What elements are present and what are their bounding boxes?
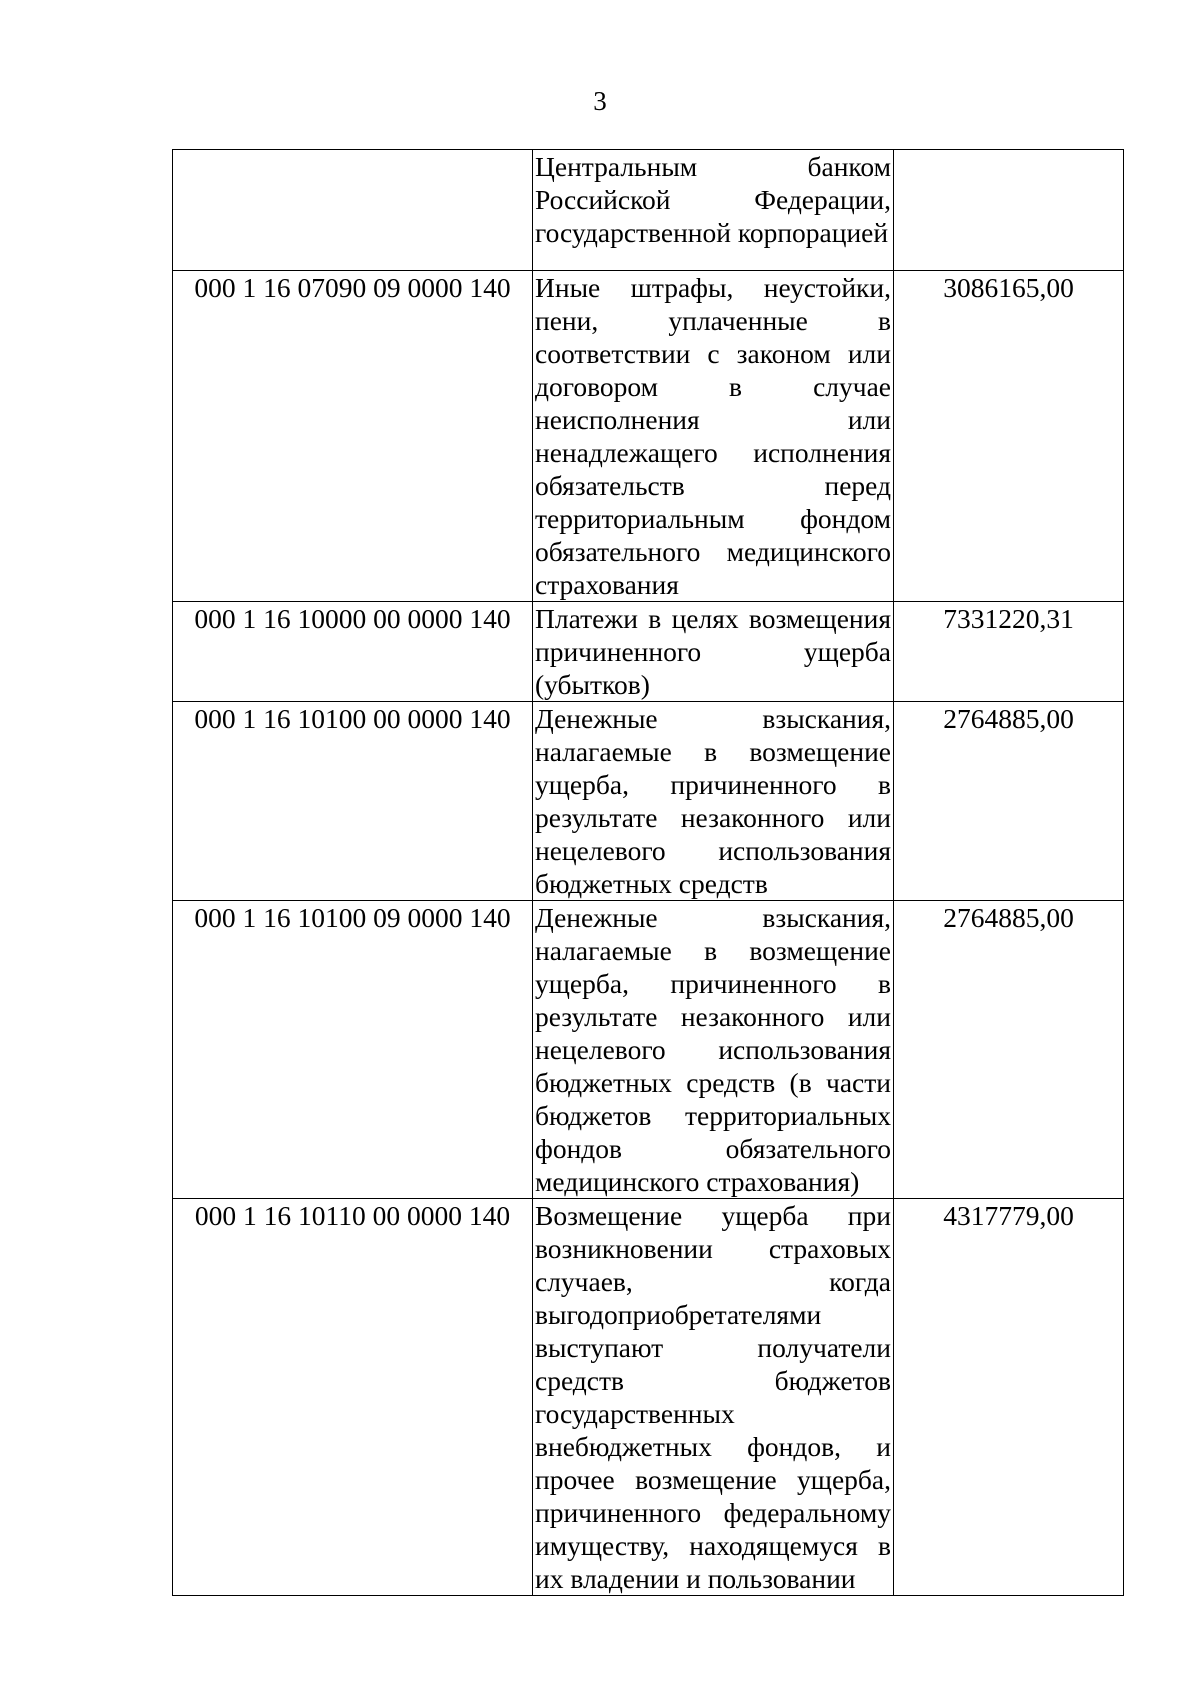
table-row — [173, 1199, 1124, 1596]
budget-classification-code: 000 1 16 10100 00 0000 140 — [173, 702, 533, 901]
revenue-amount: 2764885,00 — [894, 901, 1124, 1199]
revenue-amount: 4317779,00 — [894, 1199, 1124, 1596]
table-row — [173, 602, 1124, 702]
budget-classification-code: 000 1 16 10000 00 0000 140 — [173, 602, 533, 702]
table-row — [173, 901, 1124, 1199]
revenue-name: Центральным банком Российской Федерации, государственной корпорацией — [533, 150, 894, 271]
revenue-amount: 7331220,31 — [894, 602, 1124, 702]
table-row — [173, 702, 1124, 901]
revenue-amount: 3086165,00 — [894, 271, 1124, 602]
budget-classification-code — [173, 150, 533, 271]
budget-revenue-table — [172, 149, 1124, 1596]
revenue-name: Платежи в целях возмещения причиненного ущерба (убытков) — [533, 602, 894, 702]
revenue-amount — [894, 150, 1124, 271]
revenue-name: Иные штрафы, неустойки, пени, уплаченные в соответствии с законом или договором в случае неисполнения или ненадлежащего исполнения обязательств перед территориальным фондом обязательного медицинского страхования — [533, 271, 894, 602]
revenue-name: Возмещение ущерба при возникновении страховых случаев, когда выгодоприобретателями выступают получатели средств бюджетов государственных внебюджетных фондов, и прочее возмещение ущерба, причиненного федеральному имуществу, находящемуся в их владении и пользовании — [533, 1199, 894, 1596]
budget-classification-code: 000 1 16 10110 00 0000 140 — [173, 1199, 533, 1596]
budget-classification-code: 000 1 16 07090 09 0000 140 — [173, 271, 533, 602]
table-row — [173, 271, 1124, 602]
budget-classification-code: 000 1 16 10100 09 0000 140 — [173, 901, 533, 1199]
revenue-name: Денежные взыскания, налагаемые в возмещение ущерба, причиненного в результате незаконного или нецелевого использования бюджетных средств (в части бюджетов территориальных фондов обязательного медицинского страхования) — [533, 901, 894, 1199]
table-row — [173, 150, 1124, 271]
page-number: 3 — [593, 86, 607, 116]
revenue-name: Денежные взыскания, налагаемые в возмещение ущерба, причиненного в результате незаконного или нецелевого использования бюджетных средств — [533, 702, 894, 901]
revenue-amount: 2764885,00 — [894, 702, 1124, 901]
